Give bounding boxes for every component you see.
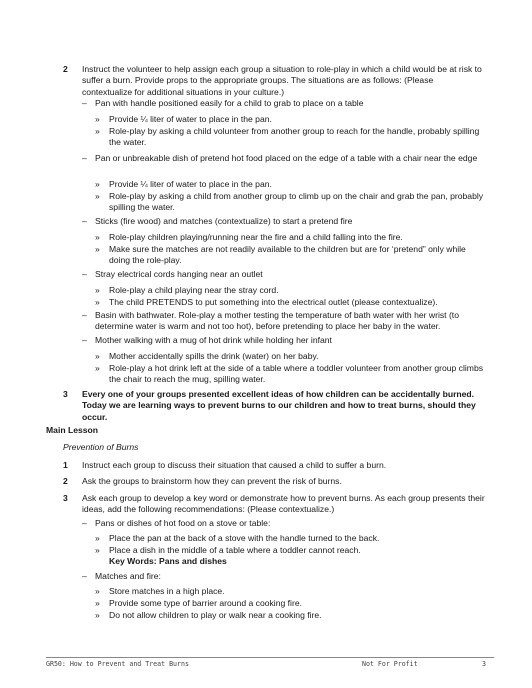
dash-bullet: –: [82, 335, 87, 345]
raquo-bullet: »: [95, 533, 100, 543]
situation-subitem: Role-play by asking a child from another group to climb up on the chair and grab the pan, probably spilling the water.: [109, 191, 484, 213]
situation-text: Pan with handle positioned easily for a child to grab to place on a table: [95, 98, 364, 108]
dash-bullet: –: [82, 518, 87, 528]
section-subheading: Prevention of Burns: [63, 442, 139, 452]
recommendation-subitem: Place the pan at the back of a stove with the handle turned to the back.: [109, 533, 380, 543]
raquo-bullet: »: [95, 363, 100, 373]
step-number: 3: [63, 389, 68, 399]
footer-title: GR50: How to Prevent and Treat Burns: [46, 660, 189, 668]
dash-bullet: –: [82, 310, 87, 320]
dash-bullet: –: [82, 216, 87, 226]
step-text: Ask each group to develop a key word or demonstrate how to prevent burns. As each group presents their ideas, add the following recommendations: (Please contextualize.): [82, 493, 485, 515]
dash-bullet: –: [82, 153, 87, 163]
situation-subitem: The child PRETENDS to put something into the electrical outlet (please contextualize).: [109, 297, 438, 307]
step-text: Instruct each group to discuss their situation that caused a child to suffer a burn.: [82, 460, 387, 470]
step-text-bold: Every one of your groups presented excellent ideas of how children can be accidentally burned. Today we are learning ways to prevent burns to our children and how to treat burns, should they occur.: [82, 389, 476, 422]
recommendation-subitem: Provide some type of barrier around a cooking fire.: [109, 598, 302, 608]
recommendation-subitem: Store matches in a high place.: [109, 586, 225, 596]
dash-bullet: –: [82, 98, 87, 108]
recommendation-subitem: Place a dish in the middle of a table where a toddler cannot reach.: [109, 545, 361, 555]
situation-subitem: Mother accidentally spills the drink (water) on her baby.: [109, 351, 319, 361]
situation-subitem: Role-play a hot drink left at the side of a table where a toddler volunteer from another group climbs the chair to reach the mug, spilling water.: [109, 363, 484, 385]
situation-text: Sticks (fire wood) and matches (contextualize) to start a pretend fire: [95, 216, 353, 226]
raquo-bullet: »: [95, 586, 100, 596]
situation-subitem: Provide ¼ liter of water to place in the pan.: [109, 114, 272, 124]
raquo-bullet: »: [95, 598, 100, 608]
recommendation-subitem: Do not allow children to play or walk near a cooking fire.: [109, 610, 322, 620]
dash-bullet: –: [82, 269, 87, 279]
recommendation-text: Pans or dishes of hot food on a stove or table:: [95, 518, 271, 528]
raquo-bullet: »: [95, 244, 100, 254]
situation-text: Pan or unbreakable dish of pretend hot food placed on the edge of a table with a chair near the edge: [95, 153, 478, 163]
step-number: 2: [63, 64, 68, 74]
step-text: Ask the groups to brainstorm how they can prevent the risk of burns.: [82, 476, 342, 486]
footer-label: Not For Profit: [362, 660, 418, 668]
raquo-bullet: »: [95, 610, 100, 620]
raquo-bullet: »: [95, 285, 100, 295]
dash-bullet: –: [82, 571, 87, 581]
section-heading: Main Lesson: [46, 425, 99, 435]
step-number: 3: [63, 493, 68, 503]
raquo-bullet: »: [95, 191, 100, 201]
situation-text: Stray electrical cords hanging near an outlet: [95, 269, 263, 279]
situation-subitem: Role-play by asking a child volunteer from another group to reach for the handle, probably spilling the water.: [109, 126, 480, 148]
recommendation-text: Matches and fire:: [95, 571, 161, 581]
raquo-bullet: »: [95, 351, 100, 361]
step-number: 1: [63, 460, 68, 470]
situation-subitem: Make sure the matches are not readily available to the children but are for ‘pretend” only while doing the role-play.: [109, 244, 466, 266]
step-text: Instruct the volunteer to help assign each group a situation to role-play in which a child would be at risk to suffer a burn. Provide props to the appropriate groups. The situations are as follows: (Please contextualize for additional situations in your culture.): [82, 64, 482, 97]
key-words: Key Words: Pans and dishes: [109, 556, 227, 566]
raquo-bullet: »: [95, 545, 100, 555]
situation-subitem: Role-play children playing/running near the fire and a child falling into the fire.: [109, 232, 403, 242]
raquo-bullet: »: [95, 114, 100, 124]
footer-divider: [46, 657, 494, 658]
situation-text: Basin with bathwater. Role-play a mother testing the temperature of bath water with her wrist (to determine water is warm and not too hot), before pretending to place her baby in the water.: [95, 310, 459, 332]
step-number: 2: [63, 476, 68, 486]
situation-subitem: Role-play a child playing near the stray cord.: [109, 285, 279, 295]
situation-subitem: Provide ¼ liter of water to place in the pan.: [109, 179, 272, 189]
page-number: 3: [482, 660, 486, 668]
raquo-bullet: »: [95, 232, 100, 242]
raquo-bullet: »: [95, 179, 100, 189]
raquo-bullet: »: [95, 126, 100, 136]
situation-text: Mother walking with a mug of hot drink while holding her infant: [95, 335, 332, 345]
raquo-bullet: »: [95, 297, 100, 307]
